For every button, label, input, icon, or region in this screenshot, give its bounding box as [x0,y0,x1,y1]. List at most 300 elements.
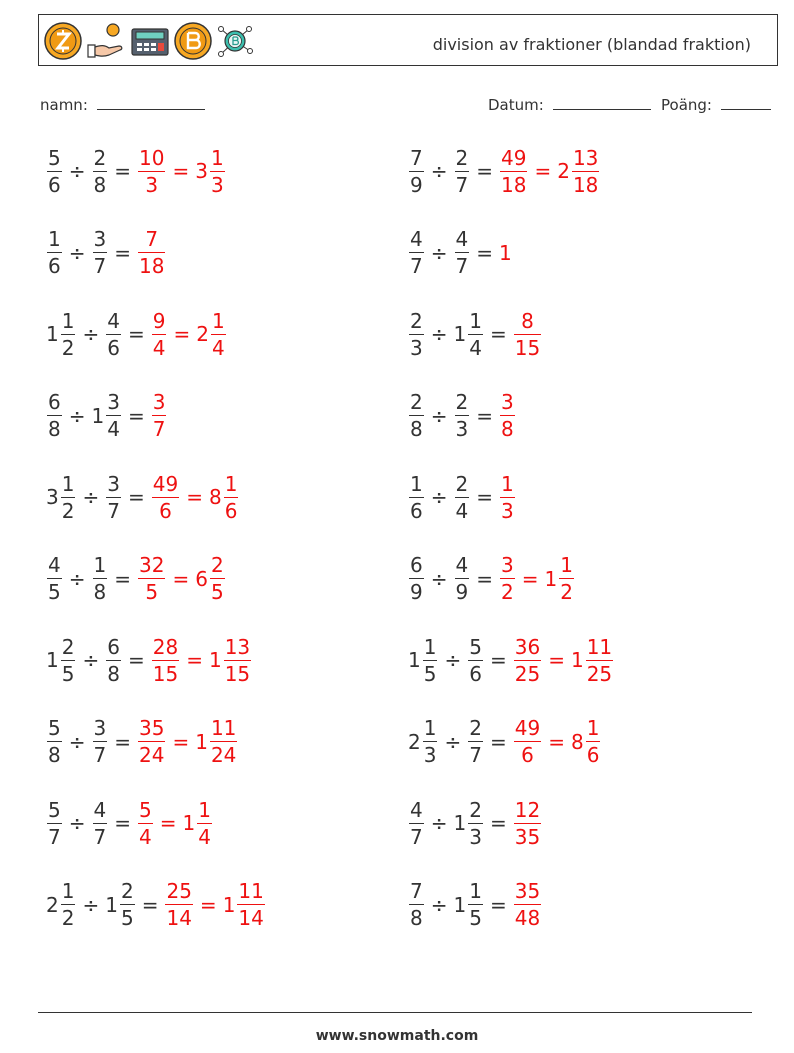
divisor-fraction [455,472,470,523]
dividend-numerator: 2 [410,308,423,333]
score-line [721,95,771,110]
answer-improper-numerator: 35 [514,879,541,903]
answer [499,241,513,265]
answer-mixed-fraction-bar [211,334,226,335]
answer-mixed-whole: 2 [557,159,570,183]
divisor-numerator: 1 [93,553,107,577]
answer-improper-numerator: 8 [521,308,534,333]
answer-mixed-whole: 1 [208,648,222,672]
dividend-fraction-bar [47,578,62,579]
divisor-whole: 1 [105,892,118,917]
dividend-whole: 1 [46,322,59,346]
divisor-fraction [120,879,135,930]
divisor-whole: 1 [453,811,467,835]
answer-improper-numerator: 3 [501,553,514,577]
dividend-numerator: 1 [61,879,75,903]
answer-mixed-fraction-bar [210,578,225,579]
dividend [46,227,63,278]
divisor [92,390,122,441]
divisor-fraction [468,879,483,930]
divide-sign: ÷ [68,811,86,835]
divisor [92,227,109,278]
answer-improper-numerator: 49 [514,716,541,740]
divide-sign: ÷ [68,729,86,754]
equals-sign: = [127,648,145,672]
dividend [46,798,63,849]
dividend-fraction [47,716,62,767]
answer-improper-fraction [500,472,515,523]
problem-row [46,306,227,362]
equals-sign: = [141,892,159,917]
score-field [661,95,771,115]
answer-improper-numerator: 7 [145,227,159,251]
dividend-fraction [61,879,76,930]
divisor-denominator: 7 [93,743,107,767]
equals-sign: = [114,811,131,835]
divisor-denominator: 5 [120,906,134,930]
problem-row [46,551,226,607]
divisor-numerator: 2 [120,879,134,903]
divisor-fraction [93,716,108,767]
answer-improper-fraction-bar [152,334,167,335]
divisor [467,716,484,767]
divisor-denominator: 8 [107,661,120,686]
dividend-fraction-bar [409,252,424,253]
answer-mixed-fraction [586,716,601,767]
divide-sign: ÷ [430,159,448,183]
problem-row [408,632,614,688]
answer-improper-fraction [514,635,541,686]
answer-improper-denominator: 24 [139,743,165,767]
divisor [454,879,484,930]
answer-improper [499,390,516,441]
dividend-fraction-bar [423,660,438,661]
equals-sign: = [127,485,145,509]
answer-mixed-whole: 1 [544,566,558,591]
answer-improper-fraction [138,227,165,278]
dividend [408,716,438,767]
problem-row [408,795,542,851]
divisor-numerator: 4 [455,553,469,577]
answer [137,146,226,197]
answer-mixed-fraction [559,553,574,604]
divide-sign: ÷ [430,322,448,346]
answer-equals-sign: = [186,648,203,672]
problem-row [408,469,516,525]
answer-improper [499,146,528,197]
divisor-fraction-bar [468,823,483,824]
answer-improper-fraction [514,716,541,767]
dividend-fraction [61,472,76,523]
answer-improper-fraction-bar [514,904,541,905]
divisor-denominator: 3 [455,417,469,441]
answer-mixed-fraction-bar [572,171,599,172]
dividend [46,716,63,767]
equals-sign: = [114,566,131,591]
answer-improper-denominator: 35 [514,824,541,849]
divisor-numerator: 2 [93,145,107,170]
dividend-fraction-bar [47,252,62,253]
dividend-numerator: 6 [48,390,61,414]
dividend-fraction [61,309,76,360]
equals-sign: = [476,159,493,183]
answer-improper [513,798,542,849]
answer-mixed-whole: 1 [570,648,584,672]
equals-sign: = [476,403,493,428]
answer-improper-denominator: 25 [514,661,541,686]
equals-sign: = [114,729,131,754]
divisor-fraction-bar [455,578,470,579]
answer-improper-denominator: 4 [152,335,166,360]
answer-improper-numerator: 9 [152,308,166,333]
problem-row [408,306,542,362]
answer-improper [151,390,168,441]
answer [137,798,213,849]
answer-improper-denominator: 4 [139,824,152,849]
divisor-denominator: 4 [469,335,482,360]
dividend-fraction-bar [409,578,424,579]
answer-mixed-numerator: 11 [210,716,237,740]
answer-equals-sign: = [534,159,552,183]
score-label: Poäng: [661,96,712,114]
divisor-fraction-bar [106,415,121,416]
dividend-fraction-bar [61,660,76,661]
divide-sign: ÷ [444,648,462,672]
answer-mixed-fraction-bar [197,823,212,824]
answer-mixed [571,635,614,686]
dividend-numerator: 5 [48,797,61,822]
answer-mixed [183,798,213,849]
divisor-numerator: 3 [107,390,120,414]
answer-mixed [209,472,239,523]
dividend-fraction [47,390,62,441]
answer-improper-numerator: 12 [514,797,541,822]
answer [151,309,227,360]
answer-mixed-fraction-bar [559,578,574,579]
date-field [488,95,651,115]
answer-mixed-denominator: 14 [238,906,264,930]
dividend [46,146,63,197]
answer-mixed-fraction [211,309,226,360]
dividend-fraction-bar [61,904,76,905]
problem-row [408,551,575,607]
divisor-fraction-bar [455,171,470,172]
answer-mixed-denominator: 24 [210,743,237,767]
answer-equals-sign: = [186,485,203,509]
dividend [408,879,425,930]
divisor-fraction-bar [106,660,121,661]
problem-row [408,877,542,933]
answer-mixed-denominator: 15 [224,661,251,686]
dividend [408,309,425,360]
answer-mixed [209,635,252,686]
answer-improper-fraction-bar [514,660,541,661]
dividend [46,309,76,360]
answer-mixed [557,146,600,197]
dividend-fraction [61,635,76,686]
dividend-fraction [409,309,424,360]
answer-improper [137,553,166,604]
divisor-denominator: 4 [107,417,120,441]
dividend-denominator: 2 [61,498,75,523]
answer-equals-sign: = [548,729,565,754]
answer-improper-fraction-bar [165,904,192,905]
dividend-fraction [409,390,424,441]
divisor-denominator: 7 [455,172,469,197]
problem-row [46,469,239,525]
footer-url: www.snowmath.com [315,1028,479,1044]
divisor-fraction [455,227,470,278]
divisor-fraction-bar [93,252,108,253]
divisor-numerator: 3 [107,471,120,496]
answer-equals-sign: = [172,729,190,754]
divisor [454,472,471,523]
answer-equals-sign: = [199,892,217,917]
answer-improper-denominator: 15 [514,335,541,360]
dividend-denominator: 3 [423,743,437,767]
answer-improper [513,716,542,767]
answer-improper [499,553,516,604]
answer-mixed-denominator: 3 [210,172,224,197]
problem-row [46,877,266,933]
answer-mixed-fraction [224,472,239,523]
answer-improper [137,716,166,767]
divisor [105,472,122,523]
answer-improper-fraction-bar [500,415,515,416]
problem-row [46,225,166,281]
divisor-numerator: 2 [455,471,469,496]
divisor-denominator: 7 [93,254,107,278]
answer-improper-denominator: 15 [152,661,179,686]
dividend-fraction [409,227,424,278]
divisor-denominator: 7 [455,254,469,278]
divisor-fraction [93,798,108,849]
divisor-fraction [455,390,470,441]
answer-mixed-denominator: 6 [224,498,238,523]
answer-improper-denominator: 14 [166,906,192,930]
dividend [46,635,76,686]
dividend-fraction [409,798,424,849]
answer-improper-denominator: 6 [521,743,534,767]
answer-improper-numerator: 35 [139,716,165,740]
divisor-numerator: 4 [93,797,107,822]
dividend-numerator: 2 [410,390,423,414]
divisor-fraction-bar [455,497,470,498]
divisor-denominator: 6 [469,661,482,686]
answer-equals-sign: = [548,648,565,672]
answer-improper-fraction-bar [514,823,541,824]
name-line [97,95,205,110]
dividend-fraction-bar [47,415,62,416]
divisor [454,227,471,278]
divisor-numerator: 3 [93,227,107,251]
answer-mixed-fraction [210,716,237,767]
answer-mixed-denominator: 2 [560,580,573,604]
answer-improper-numerator: 36 [514,634,541,659]
answer-improper-denominator: 3 [501,498,514,523]
problem-row [46,632,252,688]
answer-improper-denominator: 18 [139,254,165,278]
divisor-denominator: 7 [93,824,107,849]
dividend-denominator: 2 [61,906,75,930]
divisor [454,146,471,197]
answer-improper-fraction [514,879,541,930]
answer-improper-numerator: 3 [501,390,514,414]
dividend-fraction-bar [47,741,62,742]
dividend-numerator: 1 [423,634,437,659]
answer-mixed-whole: 6 [195,566,208,591]
answer-improper-fraction-bar [138,252,165,253]
dividend [408,798,425,849]
dividend-numerator: 2 [61,634,75,659]
dividend-numerator: 7 [410,145,423,170]
dividend-fraction [409,146,424,197]
equals-sign: = [489,648,507,672]
answer-improper [164,879,193,930]
dividend-fraction [423,716,438,767]
dividend-numerator: 1 [423,716,437,740]
divide-sign: ÷ [430,485,448,509]
divide-sign: ÷ [430,240,448,265]
answer-mixed-fraction-bar [224,660,251,661]
name-label: namn: [40,96,88,114]
dividend-numerator: 4 [410,227,423,251]
divisor-fraction-bar [106,334,121,335]
dividend-denominator: 8 [410,906,423,930]
equals-sign: = [489,811,507,835]
bitcoin-coin-icon [173,21,213,61]
answer-improper-numerator: 28 [152,634,179,659]
answer-improper-denominator: 3 [145,172,159,197]
divisor-numerator: 2 [455,145,469,170]
divisor-fraction [93,553,108,604]
answer-mixed-denominator: 5 [210,580,224,604]
answer-improper-fraction [138,553,165,604]
divisor-numerator: 1 [469,879,482,903]
divisor-fraction [468,309,483,360]
answer-improper [137,798,154,849]
dividend-denominator: 7 [410,824,423,849]
answer-improper-fraction-bar [138,741,165,742]
answer-mixed-numerator: 13 [572,145,599,170]
answer-mixed-whole: 2 [196,322,209,346]
dividend-fraction-bar [47,823,62,824]
dividend-whole: 3 [46,485,59,509]
answer-mixed-denominator: 6 [586,743,600,767]
problem-row [408,388,516,444]
answer-equals-sign: = [521,566,539,591]
divisor-denominator: 3 [469,824,482,849]
divide-sign: ÷ [430,811,448,835]
dividend-fraction-bar [409,334,424,335]
answer [137,553,226,604]
divisor-denominator: 8 [93,172,107,197]
answer-mixed-whole: 1 [222,892,236,917]
date-label: Datum: [488,96,544,114]
answer-mixed-fraction [572,146,599,197]
answer-mixed-numerator: 1 [586,716,600,740]
divisor-numerator: 2 [469,716,482,740]
answer [499,390,516,441]
dividend-denominator: 3 [410,335,423,360]
answer-improper-numerator: 25 [166,879,192,903]
answer-mixed-fraction-bar [586,741,601,742]
answer-improper-fraction [514,798,541,849]
answer-improper-numerator: 5 [139,797,152,822]
answer-improper-fraction-bar [138,823,153,824]
answer-improper [513,309,542,360]
answer [151,635,252,686]
divisor-fraction [455,553,470,604]
answer-improper-denominator: 2 [501,580,514,604]
dividend [408,390,425,441]
dividend-denominator: 5 [48,580,61,604]
answer-improper-fraction [152,390,167,441]
answer-improper-denominator: 6 [159,498,172,523]
dividend-denominator: 8 [410,417,423,441]
answer-mixed-numerator: 1 [210,145,224,170]
worksheet-title: division av fraktioner (blandad fraktion) [432,35,751,54]
dividend [408,146,425,197]
dividend-denominator: 6 [48,172,61,197]
equals-sign: = [489,729,507,754]
answer-improper-numerator: 49 [501,145,527,170]
answer-mixed-numerator: 13 [224,634,251,659]
divisor [92,553,109,604]
answer-mixed-fraction-bar [210,741,237,742]
dividend-fraction [47,798,62,849]
worksheet-header [38,14,778,66]
answer-mixed-whole: 1 [182,811,196,835]
divisor [454,553,471,604]
answer-improper-fraction-bar [152,660,179,661]
equals-sign: = [476,566,493,591]
answer-improper-fraction-bar [152,497,179,498]
problem-row [46,714,238,770]
answer-mixed-numerator: 1 [224,471,238,496]
problem-row [46,143,226,199]
answer-improper [513,879,542,930]
divisor-fraction-bar [106,497,121,498]
answer-improper-denominator: 8 [501,417,514,441]
dividend-denominator: 7 [410,254,423,278]
answer-improper [499,241,513,265]
answer-mixed-fraction-bar [237,904,264,905]
answer [137,227,166,278]
answer [499,472,516,523]
divisor-numerator: 2 [455,390,469,414]
answer [513,879,542,930]
answer-equals-sign: = [172,566,190,591]
answer-mixed-whole: 3 [195,159,208,183]
answer [164,879,265,930]
answer-mixed-numerator: 2 [210,553,224,577]
dividend-fraction [47,553,62,604]
divisor-fraction [106,390,121,441]
divisor-numerator: 6 [107,634,120,659]
answer-improper [137,227,166,278]
answer-equals-sign: = [159,811,177,835]
answer-mixed [195,146,225,197]
answer-mixed [195,553,225,604]
divisor-fraction-bar [93,741,108,742]
answer-improper-denominator: 5 [145,580,159,604]
answer-improper-fraction [152,309,167,360]
divisor [105,879,135,930]
dividend-fraction-bar [409,415,424,416]
divisor-numerator: 4 [107,308,120,333]
divisor-denominator: 7 [469,743,482,767]
